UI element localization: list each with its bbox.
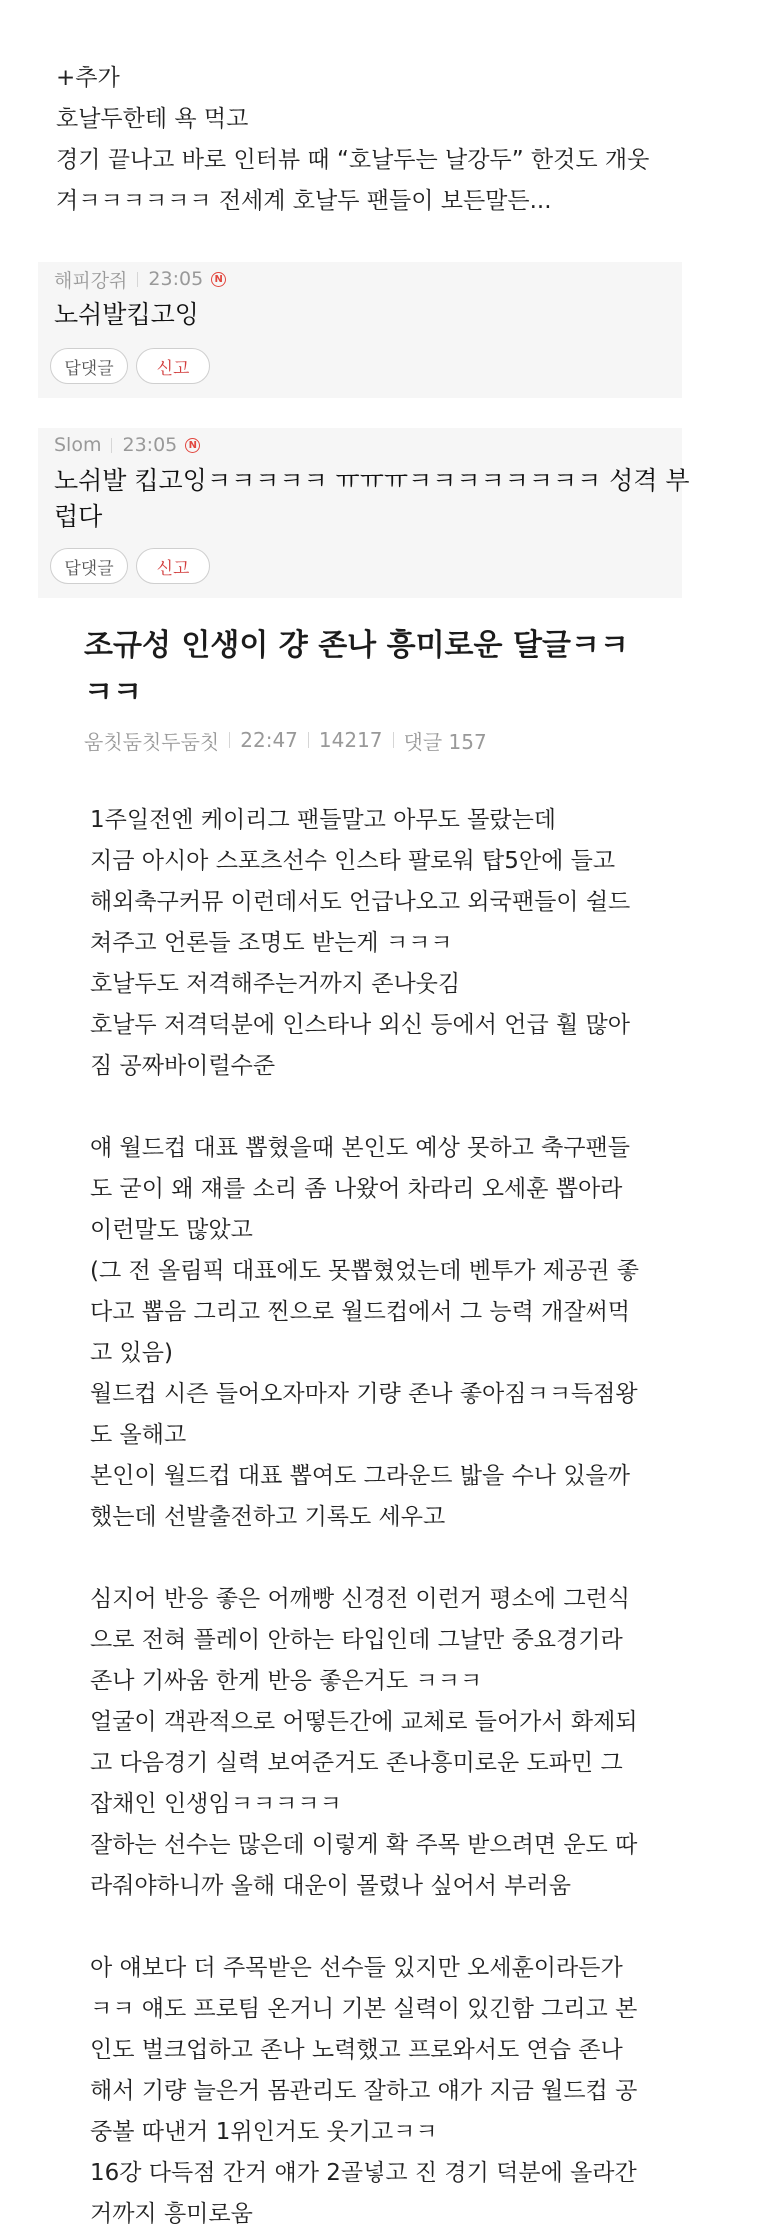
post-body-line: 잘하는 선수는 많은데 이렇게 확 주목 받으려면 운도 따 (90, 1832, 638, 1858)
paragraph-gap (90, 1538, 690, 1579)
comment-meta (54, 266, 226, 292)
divider (229, 732, 230, 748)
post-body-line: 호날두도 저격해주는거까지 존나웃김 (90, 971, 461, 997)
post-body-line: 인도 벌크업하고 존나 노력했고 프로와서도 연습 존나 (90, 2037, 623, 2063)
post-body-line: 해서 기량 늘은거 몸관리도 잘하고 얘가 지금 월드컵 공 (90, 2078, 638, 2104)
comment-author[interactable]: 해피강쥐 (54, 269, 128, 292)
divider (393, 732, 394, 748)
reply-button[interactable]: 답댓글 (50, 548, 128, 584)
post-body-line: 이런말도 많았고 (90, 1217, 253, 1243)
report-button[interactable]: 신고 (136, 348, 210, 384)
post-body-line: 호날두 저격덕분에 인스타나 외신 등에서 언급 훨 많아 (90, 1012, 630, 1038)
post-body-line: 쳐주고 언론들 조명도 받는게 ㅋㅋㅋ (90, 930, 453, 956)
post-body-line: 존나 기싸움 한게 반응 좋은거도 ㅋㅋㅋ (90, 1668, 483, 1694)
divider (111, 438, 112, 453)
post-author[interactable]: 움칫둠칫두둠칫 (84, 729, 220, 754)
paragraph-gap (90, 1907, 690, 1948)
comment-time: 23:05 (122, 434, 178, 456)
comment-text (54, 297, 674, 333)
paragraph-gap (90, 1087, 690, 1128)
post-title-line: 조규성 인생이 걍 존나 흥미로운 달글ㅋㅋ (84, 628, 629, 663)
post-body-line: ㅋㅋ 얘도 프로팀 온거니 기본 실력이 있긴함 그리고 본 (90, 1996, 638, 2022)
post-body-line: 고 다음경기 실력 보여준거도 존나흥미로운 도파민 그 (90, 1750, 623, 1776)
comment-author[interactable]: Slom (54, 434, 102, 456)
post-body-line: 얘 월드컵 대표 뽑혔을때 본인도 예상 못하고 축구팬들 (90, 1135, 630, 1161)
previous-post-line: 호날두한테 욕 먹고 (56, 106, 249, 132)
post-body-line: 본인이 월드컵 대표 뽑여도 그라운드 밟을 수나 있을까 (90, 1463, 630, 1489)
previous-post-line: +추가 (56, 65, 120, 91)
post-body-line: 지금 아시아 스포츠선수 인스타 팔로워 탑5안에 들고 (90, 848, 616, 874)
post-body-line: 라줘야하니까 올해 대운이 몰렸나 싶어서 부러움 (90, 1873, 571, 1899)
comment-text-line: 노쉬발킵고잉 (54, 300, 199, 329)
post-body-line: 16강 다득점 간거 얘가 2골넣고 진 경기 덕분에 올라간 (90, 2160, 637, 2186)
post-body-line: 1주일전엔 케이리그 팬들말고 아무도 몰랐는데 (90, 807, 557, 833)
post-title-line: ㅋㅋ (84, 675, 142, 710)
post-views: 14217 (318, 728, 383, 752)
post-body-line: 월드컵 시즌 들어오자마자 기량 존나 좋아짐ㅋㅋ득점왕 (90, 1381, 638, 1407)
post-body-line: 거까지 흥미로움 (90, 2201, 253, 2227)
previous-post-line: 겨ㅋㅋㅋㅋㅋㅋ 전세계 호날두 팬들이 보든말든... (56, 188, 552, 214)
post-body-line: 해외축구커뮤 이런데서도 언급나오고 외국팬들이 쉴드 (90, 889, 631, 915)
comment-time: 23:05 (148, 268, 204, 290)
post-body-line: 아 얘보다 더 주목받은 선수들 있지만 오세훈이라든가 (90, 1955, 623, 1981)
post-body (90, 800, 690, 2235)
post-body-line: 도 굳이 왜 쟤를 소리 좀 나왔어 차라리 오세훈 뽑아라 (90, 1176, 623, 1202)
post-body-line: (그 전 올림픽 대표에도 못뽑혔었는데 벤투가 제공권 좋 (90, 1258, 639, 1284)
post-body-line: 얼굴이 객관적으로 어떻든간에 교체로 들어가서 화제되 (90, 1709, 638, 1735)
comment-text-line: 노쉬발 킵고잉ㅋㅋㅋㅋㅋ ㅠㅠㅠㅋㅋㅋㅋㅋㅋㅋㅋ 성격 부 (54, 466, 690, 495)
comment-meta (54, 432, 200, 458)
post-meta (84, 726, 487, 754)
divider (137, 272, 138, 287)
comment-text (54, 463, 690, 535)
post-title[interactable] (84, 622, 644, 716)
new-icon: N (211, 272, 226, 287)
post-body-line: 짐 공짜바이럴수준 (90, 1053, 276, 1079)
post-body-line: 중볼 따낸거 1위인거도 웃기고ㅋㅋ (90, 2119, 438, 2145)
post-body-line: 도 올해고 (90, 1422, 187, 1448)
post-body-line: 잡채인 인생임ㅋㅋㅋㅋㅋ (90, 1791, 342, 1817)
reply-button[interactable]: 답댓글 (50, 348, 128, 384)
post-body-line: 고 있음) (90, 1340, 173, 1366)
post-comment-count[interactable]: 댓글 157 (403, 729, 487, 754)
post-body-line: 으로 전혀 플레이 안하는 타입인데 그날만 중요경기라 (90, 1627, 623, 1653)
report-button[interactable]: 신고 (136, 548, 210, 584)
post-body-line: 했는데 선발출전하고 기록도 세우고 (90, 1504, 446, 1530)
previous-post-line: 경기 끝나고 바로 인터뷰 때 “호날두는 날강두” 한것도 개웃 (56, 147, 650, 173)
post-time: 22:47 (240, 728, 298, 752)
new-icon: N (185, 438, 200, 453)
post-body-line: 심지어 반응 좋은 어깨빵 신경전 이런거 평소에 그런식 (90, 1586, 630, 1612)
post-body-line: 다고 뽑음 그리고 찐으로 월드컵에서 그 능력 개잘써먹 (90, 1299, 630, 1325)
comment-text-line: 럽다 (54, 502, 103, 531)
divider (308, 732, 309, 748)
comment (38, 428, 690, 598)
comment (38, 262, 682, 398)
previous-post-body (56, 58, 696, 222)
